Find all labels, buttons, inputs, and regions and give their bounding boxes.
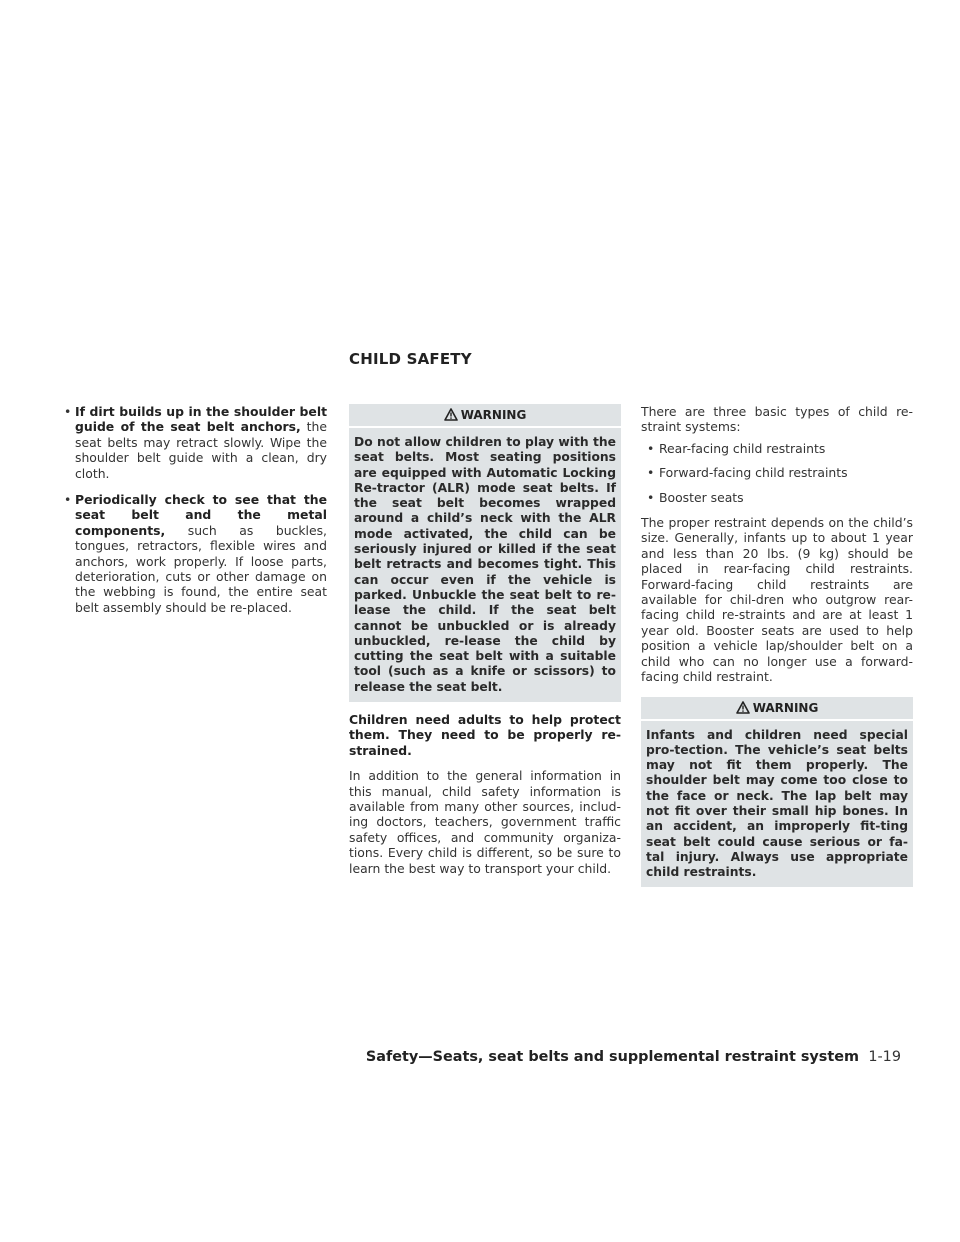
paragraph: In addition to the general information in this manual, child safety information is available from many other sources, includ-ing doctors, teachers, government traffic safety offices, and community organiza-tions. Every child is different, so be sure to learn the best way to transport your child. [349,768,621,876]
list-item: • Booster seats [647,489,744,505]
page-number: 1-19 [868,1049,901,1065]
warning-label: WARNING [752,700,819,715]
warning-body: Infants and children need special pro-tection. The vehicle’s seat belts may not fit them properly. The shoulder belt may come too close to the face or neck. The lap belt may not fit over their small hip bones. In an accident, an improperly fit-ting seat belt could cause serious or fa-tal injury. Always use appropriate child restraints. [641,721,913,888]
warning-triangle-icon [736,699,750,721]
footer-title: Safety—Seats, seat belts and supplemental restraint system [365,1049,859,1065]
column-3 [641,404,913,887]
list-item: • Rear-facing child restraints [647,440,826,456]
list-item: • Forward-facing child restraints [647,465,848,481]
warning-triangle-icon [444,406,458,428]
column-1 [62,404,327,626]
bullet-bold-text: Periodically check to see that the seat belt and the metal components, [75,492,327,538]
restraint-type-list [641,441,913,505]
bullet-text: such as buckles, tongues, retractors, flexible wires and anchors, work properly. If loose parts, deterioration, cuts or other damage on the webbing is found, the entire seat belt assembly should be re-placed. [75,522,327,615]
bold-paragraph: Children need adults to help protect them. They need to be properly re-strained. [349,712,621,758]
section-title: CHILD SAFETY [349,350,472,368]
warning-body: Do not allow children to play with the seat belts. Most seating positions are equipped with Automatic Locking Re-tractor (ALR) mode seat belts. If the seat belt becomes wrapped around a child’s neck with the ALR mode activated, the child can be seriously injured or killed if the seat belt retracts and becomes tight. This can occur even if the vehicle is parked. Unbuckle the seat belt to re-lease the child. If the seat belt cannot be unbuckled or is already unbuckled, re-lease the child by cutting the seat belt with a suitable tool (such as a knife or scissors) to release the seat belt. [349,428,621,702]
bullet-icon: • [64,492,72,508]
bullet-icon: • [647,440,655,456]
bullet-text: the seat belts may retract slowly. Wipe the shoulder belt guide with a clean, dry cloth. [75,419,327,481]
warning-label: WARNING [460,408,527,422]
paragraph: The proper restraint depends on the child’s size. Generally, infants up to about 1 year and less than 20 lbs. (9 kg) should be placed in rear-facing child restraints. Forward-facing child restraints are available for chil-dren who outgrow rear-facing child re-straints and are at least 1 year old. Booster seats are used to help position a vehicle lap/shoulder belt on a child who can no longer use a forward-facing child restraint. [641,515,913,685]
bullet-item-dirt [62,404,327,481]
bullet-item-check [62,492,327,615]
bullet-bold-text: If dirt builds up in the shoulder belt guide of the seat belt anchors, [75,404,327,435]
warning-header [349,404,621,426]
intro-paragraph: There are three basic types of child re-straint systems: [641,404,913,435]
bullet-icon: • [647,465,655,481]
bullet-icon: • [647,489,655,505]
column-2 [349,404,621,886]
warning-header [641,697,913,719]
bullet-icon: • [64,404,72,419]
